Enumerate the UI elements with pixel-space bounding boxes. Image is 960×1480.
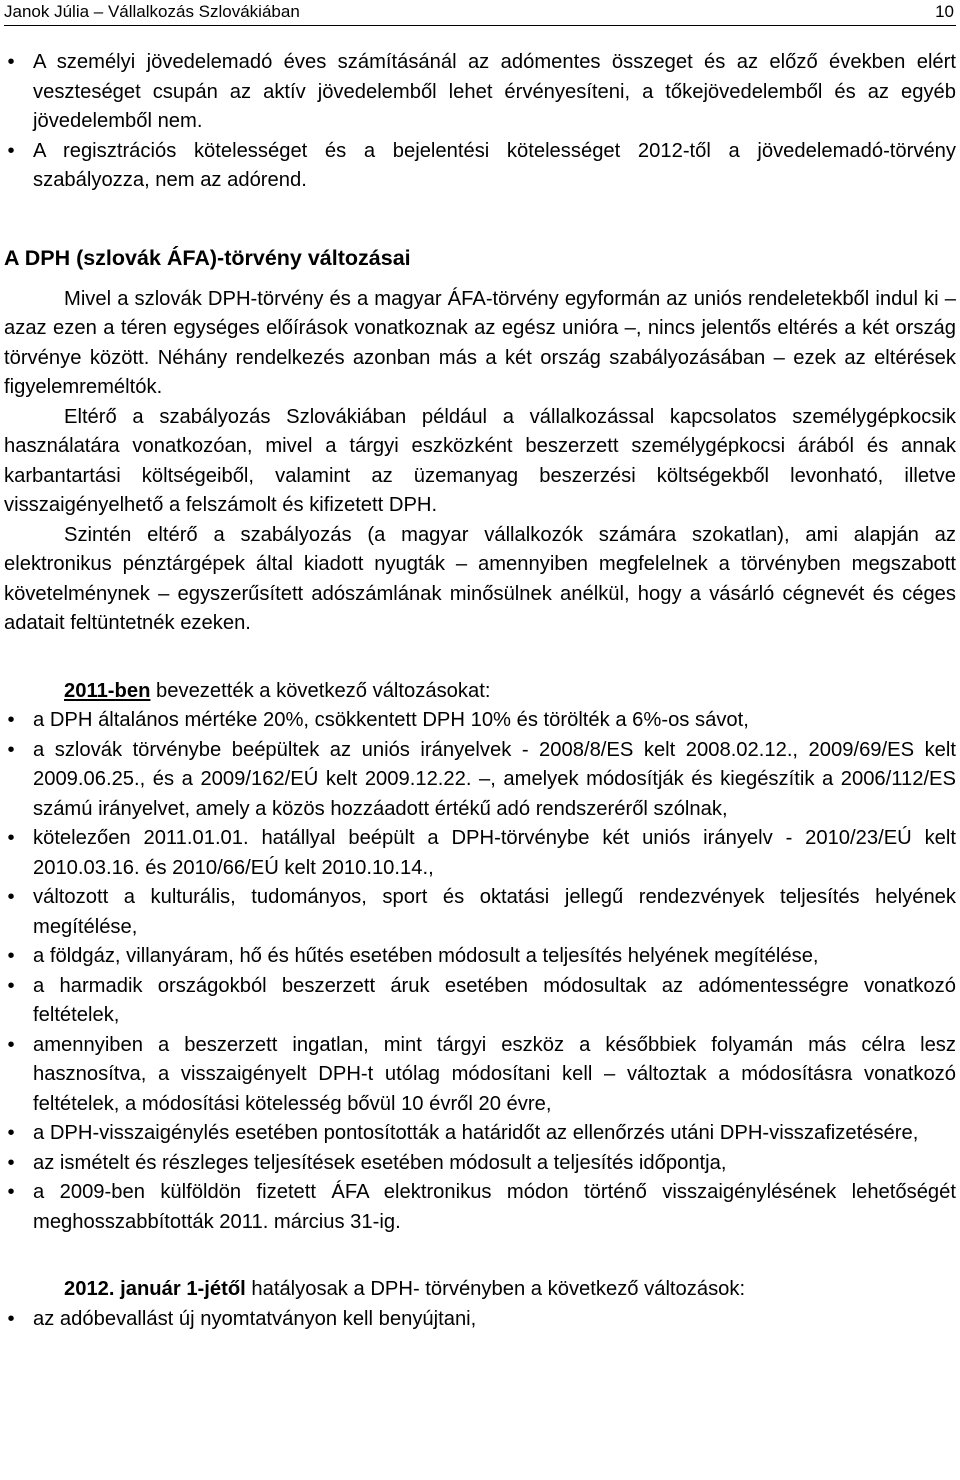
bullet-icon: • xyxy=(7,945,15,967)
list-item xyxy=(4,1178,956,1237)
bullet-icon: • xyxy=(7,974,15,997)
bullet-icon: • xyxy=(7,827,15,849)
list-item xyxy=(4,706,956,736)
bullet-icon: • xyxy=(7,51,15,73)
paragraph: Szintén eltérő a szabályozás (a magyar vállalkozók számára szokatlan), ami alapján az elektronikus pénztárgépek által kiadott nyugták – amennyiben megfelelnek a törvényben megszabott követelménynek – egyszerűsített adószámlának minősülnek anélkül, hogy a vásárló cégnevét és céges adatait feltüntetnék ezeken. xyxy=(4,523,956,634)
changes-2011-list xyxy=(4,706,956,1237)
bullet-icon: • xyxy=(7,1122,15,1144)
top-bullet-list xyxy=(4,48,956,196)
list-item xyxy=(4,824,956,883)
list-item-text: változott a kulturális, tudományos, sport és oktatási jellegű rendezvények teljesítés helyének megítélése, xyxy=(33,886,956,938)
header-title: Janok Júlia – Vállalkozás Szlovákiában xyxy=(4,2,300,21)
list-item-text: az ismételt és részleges teljesítések esetében módosult a teljesítés időpontja, xyxy=(33,1151,727,1174)
bullet-icon: • xyxy=(7,886,15,908)
changes-2012-intro xyxy=(64,1275,956,1305)
list-item xyxy=(4,1031,956,1120)
list-item-text: a földgáz, villanyáram, hő és hűtés esetében módosult a teljesítés helyének megítélése, xyxy=(33,945,819,967)
bullet-icon: • xyxy=(7,1033,15,1056)
list-item-text: a harmadik országokból beszerzett áruk esetében módosultak az adómentességre vonatkozó feltételek, xyxy=(33,974,956,1026)
document-body xyxy=(4,48,956,1334)
section-heading: A DPH (szlovák ÁFA)-törvény változásai xyxy=(4,245,411,270)
intro-text: hatályosak a DPH- törvényben a következő változások: xyxy=(245,1278,746,1300)
list-item-text: kötelezően 2011.01.01. hatállyal beépült a DPH-törvénybe két uniós irányelv - 2010/23/EÚ kelt 2010.03.16. és 2010/66/EÚ kelt 2010.10.14., xyxy=(33,827,956,879)
bullet-icon: • xyxy=(7,1181,15,1203)
list-item-text: az adóbevallást új nyomtatványon kell benyújtani, xyxy=(33,1307,477,1330)
list-item-text: amennyiben a beszerzett ingatlan, mint tárgyi eszköz a későbbiek folyamán más célra lesz hasznosítva, a visszaigényelt DPH-t utólag módosítani kell – változtak a módosításra vonatkozó feltételek, a módosítási kötelesség bővül 10 évről 20 évre, xyxy=(33,1033,956,1115)
list-item-text: a szlovák törvénybe beépültek az uniós irányelvek - 2008/8/ES kelt 2008.02.12., 2009/69/ES kelt 2009.06.25., és a 2009/162/EÚ kelt 2009.12.22. –, amelyek módosítják és kiegészítik a 2006/112/ES számú irányelvet, amely a közös hozzáadott értékű adó rendszeréről szólnak, xyxy=(33,738,956,820)
changes-2012-list xyxy=(4,1305,956,1335)
bullet-icon: • xyxy=(7,139,15,162)
year-label: 2011-ben xyxy=(64,679,151,702)
page-number: 10 xyxy=(935,2,954,21)
list-item xyxy=(4,883,956,942)
bullet-icon: • xyxy=(7,1151,15,1174)
list-item xyxy=(4,1119,956,1149)
list-item xyxy=(4,137,956,196)
list-item-text: a 2009-ben külföldön fizetett ÁFA elektronikus módon történő visszaigénylésének lehetőségét meghosszabbították 2011. március 31-ig. xyxy=(33,1181,956,1233)
bullet-icon: • xyxy=(7,1307,15,1330)
list-item-text: A regisztrációs kötelességet és a bejelentési kötelességet 2012-től a jövedelemadó-törvény szabályozza, nem az adórend. xyxy=(33,139,956,191)
list-item xyxy=(4,942,956,972)
date-label: 2012. január 1-jétől xyxy=(64,1278,246,1300)
list-item-text: a DPH általános mértéke 20%, csökkentett DPH 10% és törölték a 6%-os sávot, xyxy=(33,709,749,731)
paragraph: Eltérő a szabályozás Szlovákiában például a vállalkozással kapcsolatos személygépkocsik használatára vonatkozóan, mivel a tárgyi eszközként beszerzett személygépkocsi árából és annak karbantartási költségeiből, valamint az üzemanyag beszerzési költségekből levonható, illetve visszaigényelhető a felszámolt és kifizetett DPH. xyxy=(4,405,956,516)
bullet-icon: • xyxy=(7,709,15,731)
list-item xyxy=(4,972,956,1031)
bullet-icon: • xyxy=(7,738,15,761)
list-item xyxy=(4,1305,956,1335)
list-item xyxy=(4,736,956,825)
intro-text: bevezették a következő változásokat: xyxy=(150,679,491,702)
list-item xyxy=(4,1149,956,1179)
header-divider xyxy=(4,25,956,26)
list-item xyxy=(4,48,956,137)
page-header xyxy=(4,1,956,25)
changes-2011-intro xyxy=(64,677,956,707)
list-item-text: a DPH-visszaigénylés esetében pontosították a határidőt az ellenőrzés utáni DPH-visszafizetésére, xyxy=(33,1122,919,1144)
list-item-text: A személyi jövedelemadó éves számításánál az adómentes összeget és az előző években elért veszteséget csupán az aktív jövedelemből lehet érvényesíteni, a tőkejövedelemből és az egyéb jövedelemből nem. xyxy=(33,51,956,132)
paragraph: Mivel a szlovák DPH-törvény és a magyar ÁFA-törvény egyformán az uniós rendeletekből indul ki – azaz ezen a téren egységes előírások vonatkoznak az egész unióra –, nincs jelentős eltérés a két ország törvénye között. Néhány rendelkezés azonban más a két ország szabályozásában – ezek az eltérések figyelemreméltók. xyxy=(4,287,956,398)
